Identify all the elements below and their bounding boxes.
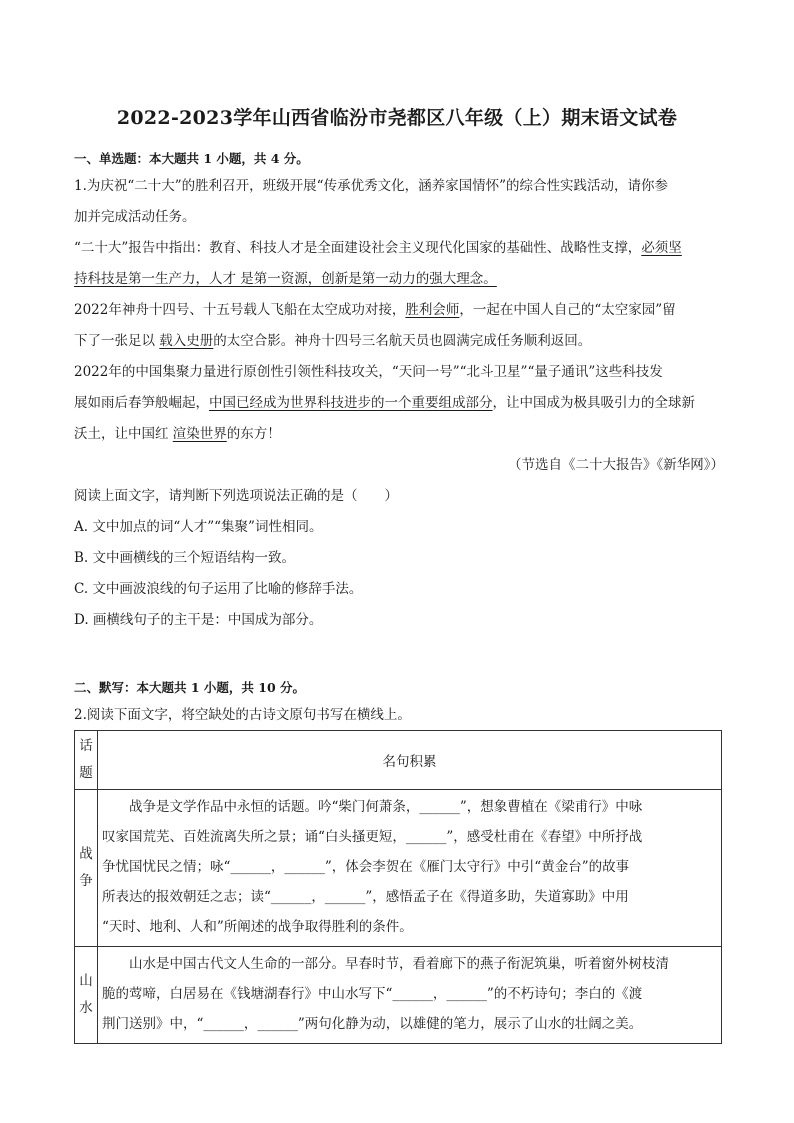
war-line-3: 争忧国忧民之情；咏“______，______”，体会李贺在《雁门太守行》中引“黄金台”的故事 [102, 859, 630, 875]
passage-paragraph-2 [74, 295, 724, 357]
option-c: C. 文中画波浪线的句子运用了比喻的修辞手法。 [74, 581, 363, 597]
passage-paragraph-3 [74, 357, 724, 450]
q1-line-1: 1.为庆祝“二十大”的胜利召开，班级开展“传承优秀文化，涵养家国情怀”的综合性实践活动，请你参 [74, 178, 668, 194]
p2-text-c: 下了一张足以 [74, 333, 155, 349]
table-row [75, 947, 722, 1044]
p3-line-1: 2022年的中国集聚力量进行原创性引领性科技攻关，“天问一号”“北斗卫星”“量子通讯”这些科技发 [74, 364, 663, 380]
war-line-1: 战争是文学作品中永恒的话题。吟“柴门何萧条，______”，想象曹植在《梁甫行》中咏 [129, 799, 643, 815]
section2-heading: 二、默写：本大题共 1 小题，共 10 分。 [74, 680, 306, 695]
content-cell-war [98, 790, 722, 947]
p1-underlined-a: 必须坚 [641, 240, 682, 256]
landscape-line-2: 脆的莺啼，白居易在《钱塘湖春行》中山水写下“______，______”的不朽诗句；李白的《渡 [102, 986, 643, 1002]
p2-text-d: 的太空合影。神舟十四号三名航天员也圆满完成任务顺利返回。 [213, 333, 592, 349]
topic-header-cell: 话题 [75, 731, 98, 790]
section1-heading: 一、单选题：本大题共 1 小题，共 4 分。 [74, 151, 309, 166]
p3-text-a: 展如雨后春笋般崛起， [74, 395, 209, 411]
p3-text-b: ，让中国成为极具吸引力的全球新 [492, 395, 695, 411]
p2-text-b: ，一起在中国人自己的“太空家园”留 [459, 302, 676, 318]
p3-text-d: 的东方！ [226, 426, 281, 442]
war-line-2: 叹家国荒芜、百姓流离失所之景；诵“白头搔更短，______”，感受杜甫在《春望》中所抒战 [102, 829, 643, 845]
war-line-4: 所表达的报效朝廷之志；读“______，______”，感悟孟子在《得道多助，失道寡助》中用 [102, 889, 629, 905]
q1-line-2: 加并完成活动任务。 [74, 209, 196, 225]
passage-source: （节选自《二十大报告》《新华网》） [508, 457, 724, 473]
war-line-5: “天时、地利、人和”所阐述的战争取得胜利的条件。 [102, 919, 413, 935]
exam-title: 2022-2023学年山西省临汾市尧都区八年级（上）期末语文试卷 [116, 107, 678, 129]
question1-prompt: 阅读上面文字，请判断下列选项说法正确的是（ ） [74, 488, 398, 504]
content-cell-landscape [98, 947, 722, 1044]
passage-paragraph-1 [74, 233, 724, 295]
option-d: D. 画横线句子的主干是：中国成为部分。 [74, 612, 323, 628]
question2-stem: 2.阅读下面文字，将空缺处的古诗文原句书写在横线上。 [74, 707, 411, 723]
p2-underlined-phrase-1: 胜利会师 [405, 302, 460, 318]
p2-text-a: 2022年神舟十四号、十五号载人飞船在太空成功对接， [74, 302, 406, 318]
question1-stem [74, 171, 724, 233]
topic-cell-landscape: 山水 [75, 947, 98, 1044]
landscape-line-1: 山水是中国古代文人生命的一部分。早春时节，看着廊下的燕子衔泥筑巢，听着窗外树枝清 [129, 956, 669, 972]
p1-underlined-b: 持科技是第一生产力，人才 是第一资源，创新是第一动力的强大理念。 [74, 271, 497, 287]
p2-underlined-phrase-2: 载入史册 [159, 333, 214, 349]
p1-text-a: “二十大”报告中指出：教育、科技人才是全面建设社会主义现代化国家的基础性、战略性支撑， [74, 240, 642, 256]
content-header-cell: 名句积累 [98, 731, 722, 790]
question1-options [74, 512, 724, 636]
option-b: B. 文中画横线的三个短语结构一致。 [74, 550, 296, 566]
p3-text-c: 沃土，让中国红 [74, 426, 169, 442]
table-header-row [75, 731, 722, 790]
p3-underlined-sentence: 中国已经成为世界科技进步的一个重要组成部分 [209, 395, 493, 411]
topic-cell-war: 战争 [75, 790, 98, 947]
p3-underlined-phrase: 渲染世界 [172, 426, 227, 442]
table-row [75, 790, 722, 947]
option-a: A. 文中加点的词“人才”“集聚”词性相同。 [74, 519, 323, 535]
quotes-table [74, 730, 722, 1044]
landscape-line-3: 荆门送别》中，“______，______”两句化静为动，以雄健的笔力，展示了山水的壮阔之美。 [102, 1016, 643, 1032]
